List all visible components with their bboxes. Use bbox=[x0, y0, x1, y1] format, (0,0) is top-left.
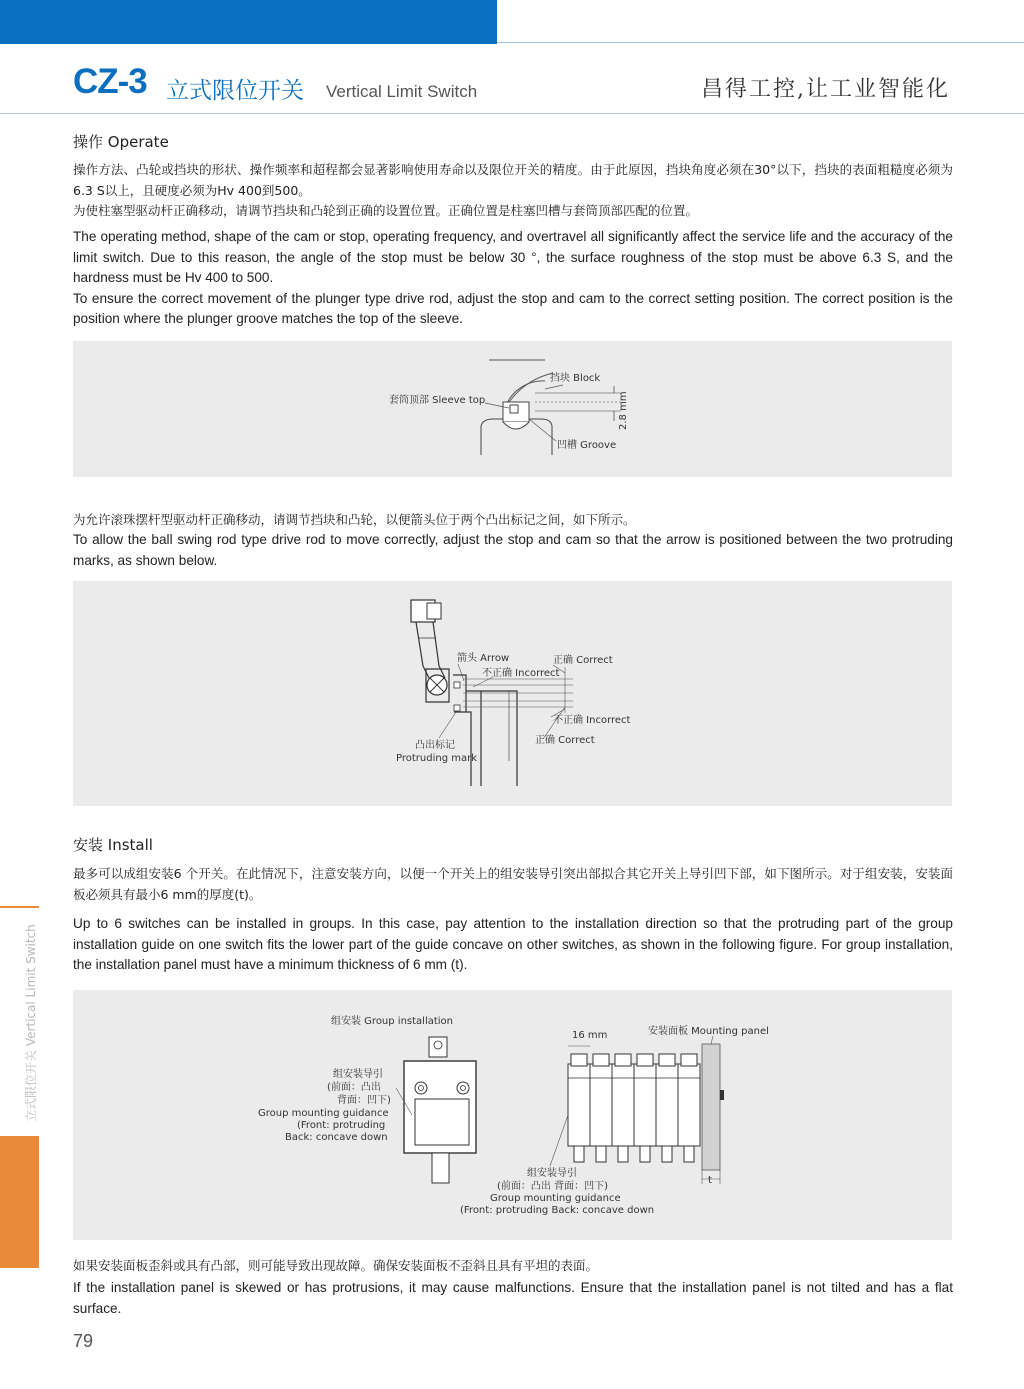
label-guide-cn-1: 组安装导引 bbox=[333, 1069, 383, 1080]
operate-en-1: The operating method, shape of the cam or stop, operating frequency, and overtravel all significantly affect the service life and the accuracy of the limit switch. Due to this reason, the angle of the stop must be below 30 °, the surface roughness of the stop must be above 6.3 S, and the hardness must be Hv 400 to 500. bbox=[73, 229, 953, 285]
label-guide2-cn-1: 组安装导引 bbox=[527, 1168, 577, 1179]
label-incorrect-top: 不正确 Incorrect bbox=[482, 668, 560, 679]
label-guide2-cn-2: (前面：凸出 背面：凹下) bbox=[497, 1181, 608, 1192]
label-incorrect-bottom: 不正确 Incorrect bbox=[553, 715, 631, 726]
operate-paragraph-en bbox=[73, 227, 953, 330]
label-group-installation: 组安装 Group installation bbox=[331, 1016, 454, 1027]
page-header bbox=[0, 44, 1024, 114]
install-cn-1: 最多可以成组安装6 个开关。在此情况下，注意安装方向，以便一个开关上的组安装导引突出部拟合其它开关上导引凹下部，如下图所示。对于组安装，安装面板必须具有最小6 mm的厚度(t)。 bbox=[73, 866, 953, 902]
install-en-1: Up to 6 switches can be installed in groups. In this case, pay attention to the installation direction so that the protruding part of the group installation guide on one switch fits the lower part of the guide concave on other switches, as shown in the following figure. For group installation, the installation panel must have a minimum thickness of 6 mm (t). bbox=[73, 916, 953, 972]
label-guide2-en-1: Group mounting guidance bbox=[490, 1193, 621, 1204]
install-en-2: If the installation panel is skewed or has protrusions, it may cause malfunctions. Ensure that the installation panel is not tilted and has a flat surface. bbox=[73, 1280, 953, 1316]
header-divider bbox=[497, 42, 1024, 43]
title-chinese: 立式限位开关 bbox=[166, 78, 304, 104]
section-heading-install: 安装 Install bbox=[73, 836, 153, 854]
operate-en-2: To ensure the correct movement of the plunger type drive rod, adjust the stop and cam to the correct setting position. The correct position is the position where the plunger groove matches the top of the sleeve. bbox=[73, 290, 953, 326]
dimension-2-8mm: 2.8 mm bbox=[618, 391, 629, 430]
sidebar-accent-block bbox=[0, 1136, 39, 1268]
model-number: CZ-3 bbox=[73, 62, 147, 101]
dimension-t: t bbox=[708, 1175, 712, 1186]
install-cn-2: 如果安装面板歪斜或具有凸部，则可能导致出现故障。确保安装面板不歪斜且具有平坦的表面。 bbox=[73, 1258, 599, 1273]
title-english: Vertical Limit Switch bbox=[326, 82, 478, 101]
label-mounting-panel: 安装面板 Mounting panel bbox=[648, 1026, 769, 1037]
figure-swing-rod-alignment bbox=[73, 581, 952, 806]
label-correct-bottom: 正确 Correct bbox=[535, 735, 595, 746]
label-guide-en-1: Group mounting guidance bbox=[258, 1108, 389, 1119]
label-groove: 凹槽 Groove bbox=[557, 440, 617, 451]
label-protruding-mark-cn: 凸出标记 bbox=[415, 740, 455, 751]
label-correct-top: 正确 Correct bbox=[553, 655, 613, 666]
operate-cn-3: 为允许滚珠摆杆型驱动杆正确移动，请调节挡块和凸轮，以便箭头位于两个凸出标记之间，如下所示。 bbox=[73, 512, 636, 527]
label-guide-cn-2: (前面：凸出 bbox=[327, 1082, 381, 1093]
operate-cn-2: 为使柱塞型驱动杆正确移动，请调节挡块和凸轮到正确的设置位置。正确位置是柱塞凹槽与套筒顶部匹配的位置。 bbox=[73, 203, 699, 218]
header-color-bar bbox=[0, 0, 497, 44]
label-block: 挡块 Block bbox=[550, 373, 601, 384]
label-guide2-en-2: (Front: protruding Back: concave down bbox=[460, 1205, 655, 1216]
operate-paragraph-cn bbox=[73, 160, 953, 222]
header-rule bbox=[0, 113, 1024, 114]
operate-en-3: To allow the ball swing rod type drive rod to move correctly, adjust the stop and cam so that the arrow is positioned between the two protruding marks, as shown below. bbox=[73, 532, 953, 568]
figure-group-installation bbox=[73, 990, 952, 1240]
label-arrow: 箭头 Arrow bbox=[457, 653, 510, 664]
figure-plunger-position bbox=[73, 341, 952, 477]
dimension-16mm: 16 mm bbox=[572, 1030, 608, 1041]
label-protruding-mark-en: Protruding mark bbox=[396, 753, 477, 764]
label-guide-en-2: (Front: protruding bbox=[297, 1120, 386, 1131]
sidebar-label: 立式限位开关 Vertical Limit Switch bbox=[24, 924, 38, 1122]
sidebar-accent-line bbox=[0, 906, 39, 908]
label-guide-en-3: Back: concave down bbox=[285, 1132, 388, 1143]
label-sleeve-top: 套筒顶部 Sleeve top bbox=[389, 395, 486, 406]
label-guide-cn-3: 背面：凹下) bbox=[337, 1095, 391, 1106]
operate-cn-1: 操作方法、凸轮或挡块的形状、操作频率和超程都会显著影响使用寿命以及限位开关的精度。由于此原因，挡块角度必须在30°以下，挡块的表面粗糙度必须为6.3 S以上，且硬度必须为Hv 400到500。 bbox=[73, 162, 953, 198]
company-slogan: 昌得工控,让工业智能化 bbox=[701, 77, 950, 102]
page-number: 79 bbox=[73, 1331, 94, 1351]
section-heading-operate: 操作 Operate bbox=[73, 133, 169, 151]
